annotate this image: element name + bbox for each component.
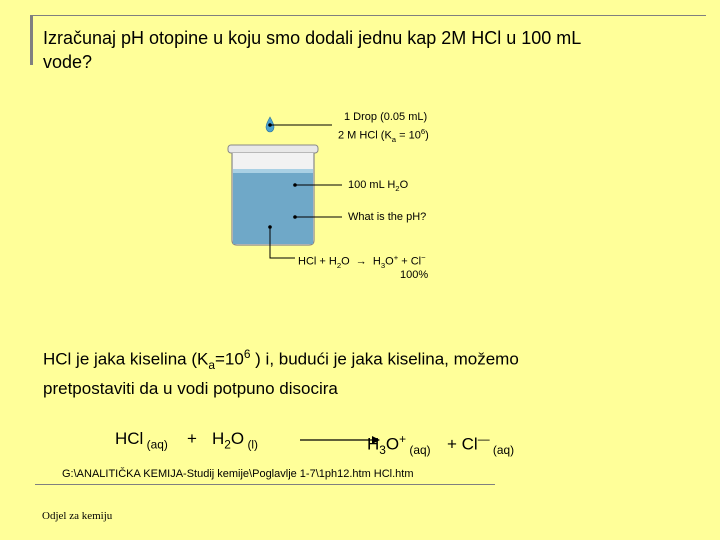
eq-plus-1: + <box>187 429 197 448</box>
path-underline <box>35 484 495 485</box>
beaker-rim <box>228 145 318 153</box>
reaction-label: HCl + $H_2O \to H_3O^+ + Cl^-$ <box>298 253 426 270</box>
dissociation-equation <box>115 428 715 458</box>
file-path-link[interactable]: G:\ANALITIČKA KEMIJA-Studij kemije\Poglavlje 1-7\1ph12.htm HCl.htm <box>62 468 414 480</box>
corner-line-horizontal <box>30 15 706 16</box>
acid-label: 2 M HCl $(K_a = 10^6)$ <box>338 127 429 144</box>
drop-label: 1 Drop (0.05 mL) <box>344 111 428 123</box>
explanation-line-2: pretpostaviti da u vodi potpuno disocira <box>43 379 338 399</box>
eq-hydronium: $H_3O^+$ $_{(aq)}$ <box>367 432 431 458</box>
question-label: What is the pH? <box>348 211 427 223</box>
explanation-line-1: HCl je jaka kiselina ($K_a=10^6$ ) i, budući je jaka kiselina, možemo <box>43 347 519 373</box>
title-line-2: vode? <box>43 52 93 72</box>
eq-water: $H_2O$ $_{(l)}$ <box>212 429 259 452</box>
explanation-text <box>43 343 703 400</box>
water-label: 100 mL $H_2O$ <box>348 179 409 194</box>
eq-hcl: HCl $_{(aq)}$ <box>115 429 168 452</box>
beaker-figure <box>220 105 480 285</box>
title-line-1: Izračunaj pH otopine u koju smo dodali jednu kap 2M HCl u 100 mL <box>43 28 582 48</box>
reaction-percent: 100% <box>400 269 429 281</box>
water-fill <box>233 171 313 244</box>
footer-department: Odjel za kemiju <box>42 510 113 522</box>
corner-line-vertical <box>30 15 33 65</box>
eq-chloride: + Cl— $_{(aq)}$ <box>447 432 515 458</box>
slide-title <box>43 26 703 74</box>
water-surface <box>233 169 313 173</box>
